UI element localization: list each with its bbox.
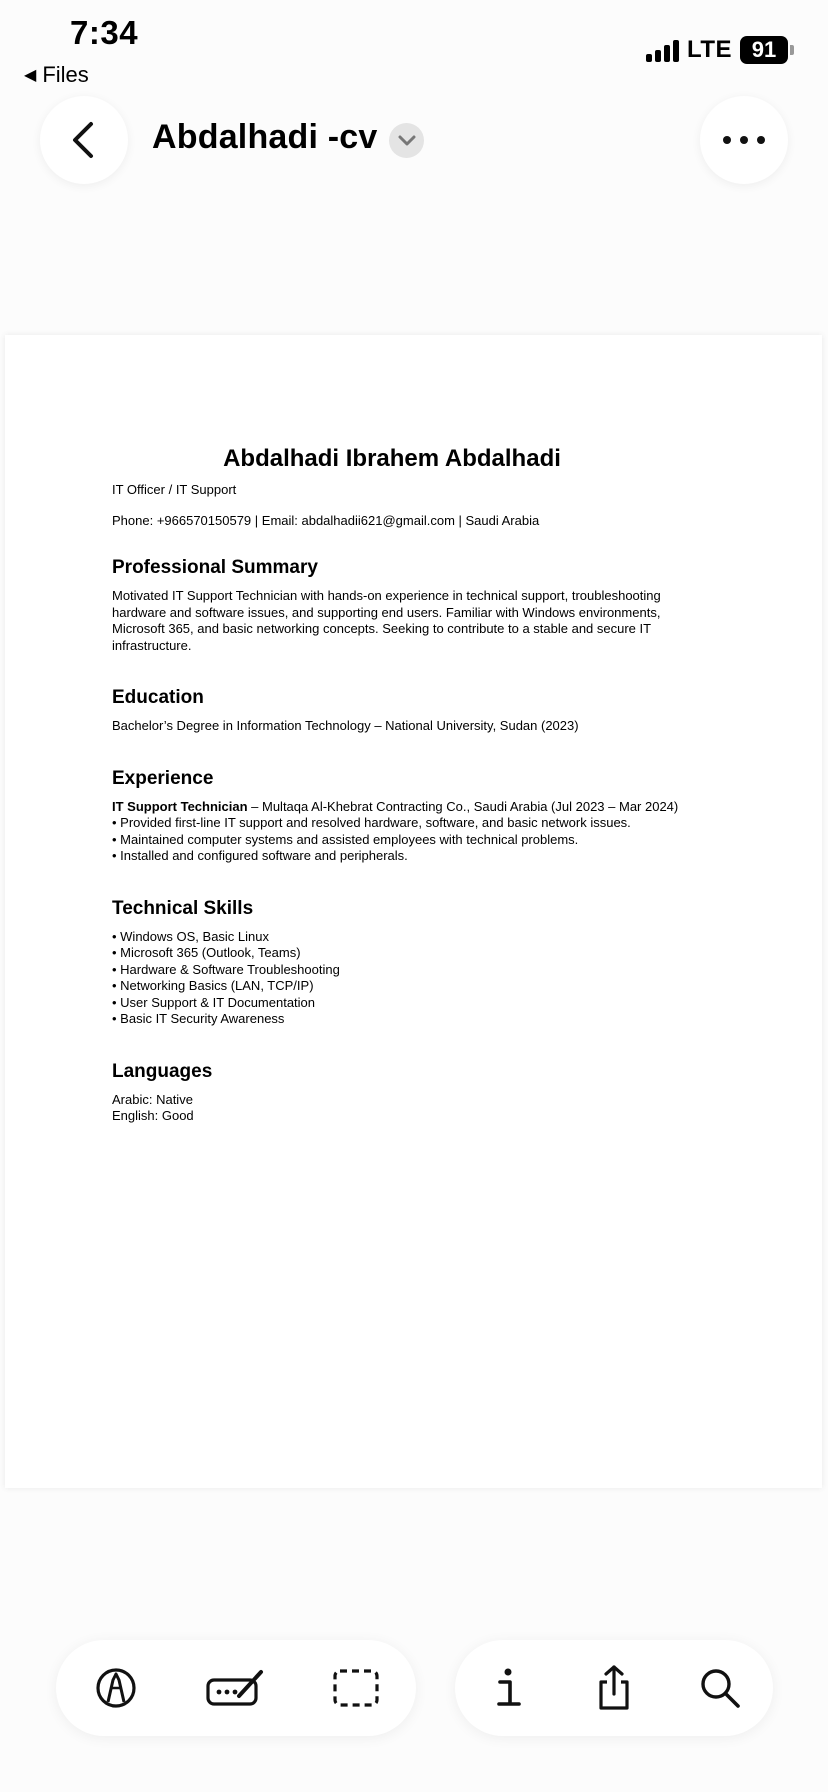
experience-heading: Experience (112, 767, 214, 789)
selection-button[interactable] (321, 1653, 391, 1723)
job-bullet: • Provided first-line IT support and resolved hardware, software, and basic network issues. (112, 815, 631, 830)
search-button[interactable] (685, 1653, 755, 1723)
job-bullet: • Installed and configured software and peripherals. (112, 848, 408, 863)
toolbar-right-group (455, 1640, 773, 1736)
job-bullet: • Maintained computer systems and assisted employees with technical problems. (112, 831, 579, 847)
document-page[interactable] (5, 335, 822, 1488)
info-icon (493, 1666, 523, 1710)
back-to-app-link[interactable] (24, 62, 89, 88)
info-button[interactable] (473, 1653, 543, 1723)
search-icon (699, 1667, 741, 1709)
skill-item: • Windows OS, Basic Linux (112, 928, 269, 944)
languages-heading: Languages (112, 1060, 213, 1082)
network-type: LTE (686, 36, 732, 63)
skills-heading: Technical Skills (112, 897, 254, 919)
status-time: 7:34 (70, 14, 139, 51)
skill-item: • Microsoft 365 (Outlook, Teams) (112, 945, 301, 960)
battery-icon (740, 36, 794, 64)
cv-contact: Phone: +966570150579 | Email: abdalhadii621@gmail.com | Saudi Arabia (112, 512, 540, 528)
cv-content (112, 445, 752, 1125)
signal-strength-icon (646, 38, 679, 62)
back-triangle-icon: ◀ (24, 67, 37, 84)
markup-icon (94, 1666, 138, 1710)
summary-text (112, 588, 752, 654)
signature-button[interactable] (201, 1653, 271, 1723)
languages-list (112, 1092, 752, 1125)
education-heading: Education (112, 687, 204, 708)
summary-line: Motivated IT Support Technician with hands-on experience in technical support, troubleshooting (112, 588, 661, 603)
back-app-label: Files (42, 62, 89, 87)
job-line (112, 799, 752, 816)
summary-line: infrastructure. (112, 637, 192, 653)
cv-role: IT Officer / IT Support (112, 482, 237, 497)
status-indicators (646, 36, 794, 64)
summary-heading: Professional Summary (112, 557, 318, 578)
language-item: English: Good (112, 1108, 194, 1123)
skill-item: • Networking Basics (LAN, TCP/IP) (112, 978, 314, 993)
back-button[interactable] (40, 96, 128, 184)
education-text: Bachelor’s Degree in Information Technology – National University, Sudan (2023) (112, 718, 579, 733)
skill-item: • Hardware & Software Troubleshooting (112, 961, 340, 977)
skill-item: • User Support & IT Documentation (112, 994, 316, 1010)
document-title[interactable]: Abdalhadi -cv (152, 118, 378, 156)
share-button[interactable] (579, 1653, 649, 1723)
chevron-left-icon (69, 120, 99, 160)
title-menu-button[interactable] (389, 123, 424, 158)
selection-icon (332, 1668, 380, 1708)
summary-line: Microsoft 365, and basic networking concepts. Seeking to contribute to a stable and secure IT (112, 621, 652, 636)
share-icon (594, 1664, 634, 1712)
toolbar-left-group (56, 1640, 416, 1736)
ellipsis-icon (722, 135, 766, 145)
skill-item: • Basic IT Security Awareness (112, 1011, 285, 1026)
job-details: – Multaqa Al-Khebrat Contracting Co., Saudi Arabia (Jul 2023 – Mar 2024) (247, 798, 679, 814)
signature-icon (205, 1666, 267, 1710)
markup-button[interactable] (81, 1653, 151, 1723)
skills-list (112, 929, 752, 1028)
cv-name: Abdalhadi Ibrahem Abdalhadi (223, 445, 561, 472)
job-title: IT Support Technician (112, 798, 248, 814)
chevron-down-icon (398, 135, 416, 147)
battery-level: 91 (740, 36, 788, 64)
language-item: Arabic: Native (112, 1091, 193, 1107)
more-options-button[interactable] (700, 96, 788, 184)
summary-line: hardware and software issues, and supporting end users. Familiar with Windows environments, (112, 604, 661, 620)
